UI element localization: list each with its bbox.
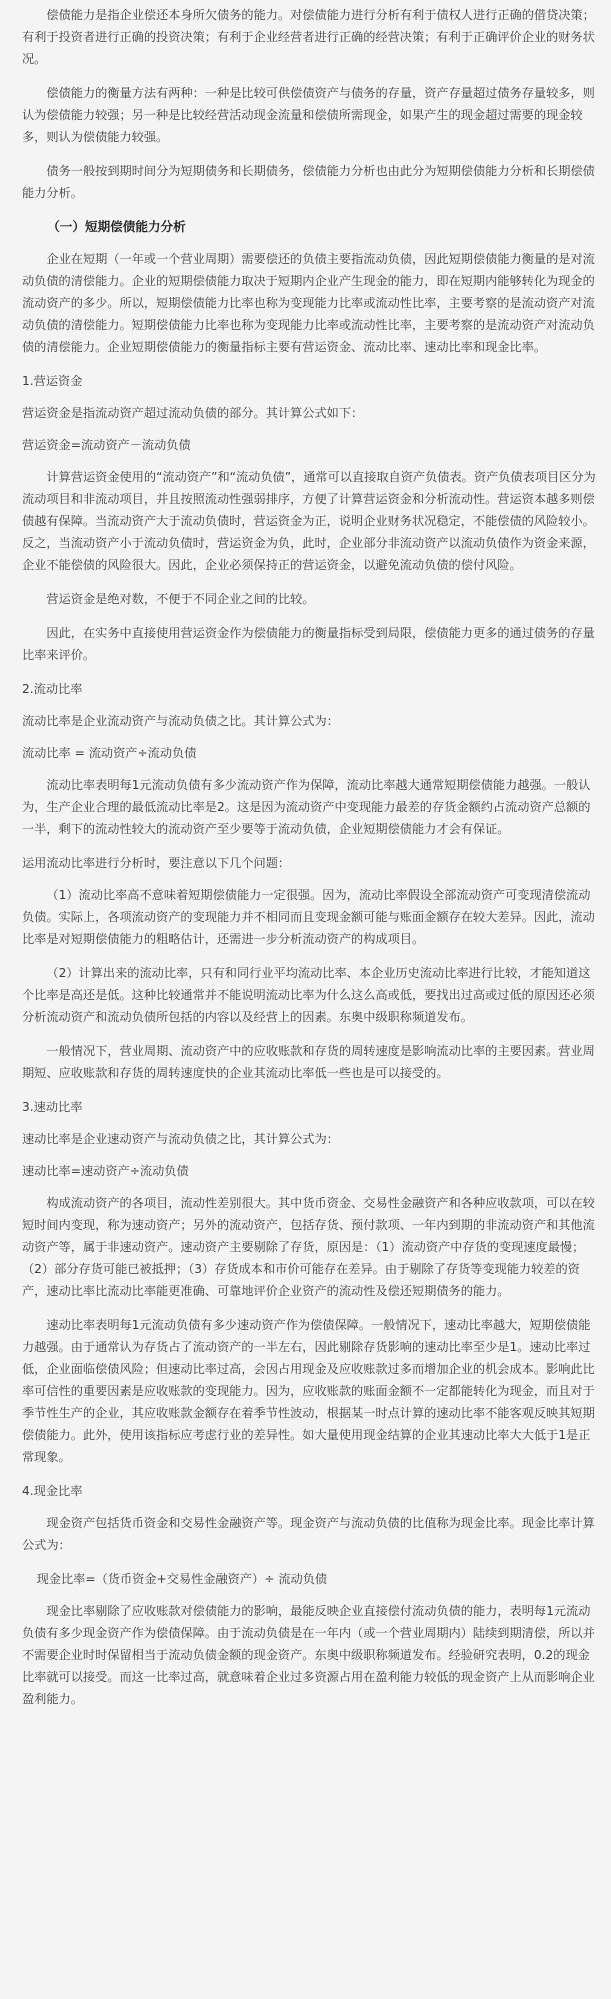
current-ratio-explanation: 流动比率表明每1元流动负债有多少流动资产作为保障，流动比率越大通常短期偿债能力越强。一般认为，生产企业合理的最低流动比率是2。这是因为流动资产中变现能力最差的存货金额约占流动资产总额的一半，剩下的流动性较大的流动资产至少要等于流动负债，企业短期偿债能力才会有保证。 [22,778,591,836]
working-capital-note: 营运资金是绝对数，不便于不同企业之间的比较。 [46,592,315,606]
quick-ratio-composition: 构成流动资产的各项目，流动性差别很大。其中货币资金、交易性金融资产和各种应收款项，可以在较短时间内变现，称为速动资产；另外的流动资产，包括存货、预付款项、一年内到期的非流动资产和其他流动资产等，属于非速动资产。速动资产主要剔除了存货，原因是：（1）流动资产中存货的变现速度最慢；（2）部分存货可能已被抵押；（3）存货成本和市价可能存在差异。由于剔除了存货等变现能力较差的资产，速动比率比流动比率能更准确、可靠地评价企业资产的流动性及偿还短期债务的能力。 [22,1196,595,1298]
intro-paragraph: 偿债能力是指企业偿还本身所欠债务的能力。对偿债能力进行分析有利于债权人进行正确的借贷决策；有利于投资者进行正确的投资决策；有利于企业经营者进行正确的经营决策；有利于正确评价企业的财务状况。 [22,8,595,66]
classification-paragraph: 债务一般按到期时间分为短期债务和长期债务，偿债能力分析也由此分为短期偿债能力分析和长期偿债能力分析。 [22,164,595,200]
quick-ratio-explanation: 速动比率表明每1元流动负债有多少速动资产作为偿债保障。一般情况下，速动比率越大，短期偿债能力越强。由于通常认为存货占了流动资产的一半左右，因此剔除存货影响的速动比率至少是1。速动比率过低，企业面临偿债风险；但速动比率过高，会因占用现金及应收账款过多而增加企业的机会成本。影响此比率可信性的重要因素是应收账款的变现能力。因为，应收账款的账面金额不一定都能转化为现金，而且对于季节性生产的企业，其应收账款金额存在着季节性波动，根据某一时点计算的速动比率不能客观反映其短期偿债能力。此外，使用该指标应考虑行业的差异性。如大量使用现金结算的企业其速动比率大大低于1是正常现象。 [22,1318,595,1464]
subheading-cash-ratio: 4.现金比率 [22,1484,83,1498]
section-heading-short-term: （一）短期偿债能力分析 [47,219,186,234]
current-ratio-issue-1: （1）流动比率高不意味着短期偿债能力一定很强。因为，流动比率假设全部流动资产可变现清偿流动负债。实际上，各项流动资产的变现能力并不相同而且变现金额可能与账面金额存在较大差异。因此，流动比率是对短期偿债能力的粗略估计，还需进一步分析流动资产的构成项目。 [22,888,595,946]
cash-ratio-explanation: 现金比率剔除了应收账款对偿债能力的影响，最能反映企业直接偿付流动负债的能力，表明每1元流动负债有多少现金资产作为偿债保障。由于流动负债是在一年内（或一个营业周期内）陆续到期清偿，所以并不需要企业时时保留相当于流动负债金额的现金资产。东奥中级职称频道发布。经验研究表明，0.2的现金比率就可以接受。而这一比率过高，就意味着企业过多资源占用在盈利能力较低的现金资产上从而影响企业盈利能力。 [22,1604,595,1706]
measurement-paragraph: 偿债能力的衡量方法有两种：一种是比较可供偿债资产与债务的存量，资产存量超过债务存量较多，则认为偿债能力较强；另一种是比较经营活动现金流量和偿债所需现金，如果产生的现金超过需要的现金较多，则认为偿债能力较强。 [22,86,595,144]
subheading-current-ratio: 2.流动比率 [22,682,83,696]
short-term-overview-paragraph: 企业在短期（一年或一个营业周期）需要偿还的负债主要指流动负债，因此短期偿债能力衡量的是对流动负债的清偿能力。企业的短期偿债能力取决于短期内企业产生现金的能力，即在短期内能够转化为现金的流动资产的多少。所以，短期偿债能力比率也称为变现能力比率或流动性比率，主要考察的是流动资产对流动负债的清偿能力。短期偿债能力比率也称为变现能力比率或流动性比率，主要考察的是流动资产对流动负债的清偿能力。企业短期偿债能力的衡量指标主要有营运资金、流动比率、速动比率和现金比率。 [22,252,595,354]
current-ratio-issue-2: （2）计算出来的流动比率，只有和同行业平均流动比率、本企业历史流动比率进行比较，才能知道这个比率是高还是低。这种比较通常并不能说明流动比率为什么这么高或低，要找出过高或过低的原因还必须分析流动资产和流动负债所包括的内容以及经营上的因素。东奥中级职称频道发布。 [22,966,595,1024]
cash-ratio-formula: 现金比率=（货币资金+交易性金融资产）÷ 流动负债 [36,1572,328,1586]
current-ratio-definition: 流动比率是企业流动资产与流动负债之比。其计算公式为： [22,714,339,728]
working-capital-formula: 营运资金=流动资产－流动负债 [22,438,191,452]
quick-ratio-definition: 速动比率是企业速动资产与流动负债之比，其计算公式为： [22,1132,339,1146]
working-capital-conclusion: 因此，在实务中直接使用营运资金作为偿债能力的衡量指标受到局限，偿债能力更多的通过债务的存量比率来评价。 [22,626,595,662]
subheading-quick-ratio: 3.速动比率 [22,1100,83,1114]
working-capital-explanation: 计算营运资金使用的“流动资产”和“流动负债”，通常可以直接取自资产负债表。资产负债表项目区分为流动项目和非流动项目，并且按照流动性强弱排序，方便了计算营运资金和分析流动性。营运资本越多则偿债越有保障。当流动资产大于流动负债时，营运资金为正，说明企业财务状况稳定，不能偿债的风险较小。反之，当流动资产小于流动负债时，营运资金为负，此时，企业部分非流动资产以流动负债作为资金来源，企业不能偿债的风险很大。因此，企业必须保持正的营运资金，以避免流动负债的偿付风险。 [22,470,596,572]
current-ratio-formula: 流动比率 = 流动资产÷流动负债 [22,746,197,760]
cash-ratio-definition: 现金资产包括货币资金和交易性金融资产等。现金资产与流动负债的比值称为现金比率。现金比率计算公式为： [22,1516,595,1552]
current-ratio-factors: 一般情况下，营业周期、流动资产中的应收账款和存货的周转速度是影响流动比率的主要因素。营业周期短、应收账款和存货的周转速度快的企业其流动比率低一些也是可以接受的。 [22,1044,595,1080]
working-capital-definition: 营运资金是指流动资产超过流动负债的部分。其计算公式如下： [22,406,364,420]
subheading-working-capital: 1.营运资金 [22,374,83,388]
quick-ratio-formula: 速动比率=速动资产÷流动负债 [22,1164,189,1178]
current-ratio-issues-intro: 运用流动比率进行分析时，要注意以下几个问题： [22,856,291,870]
